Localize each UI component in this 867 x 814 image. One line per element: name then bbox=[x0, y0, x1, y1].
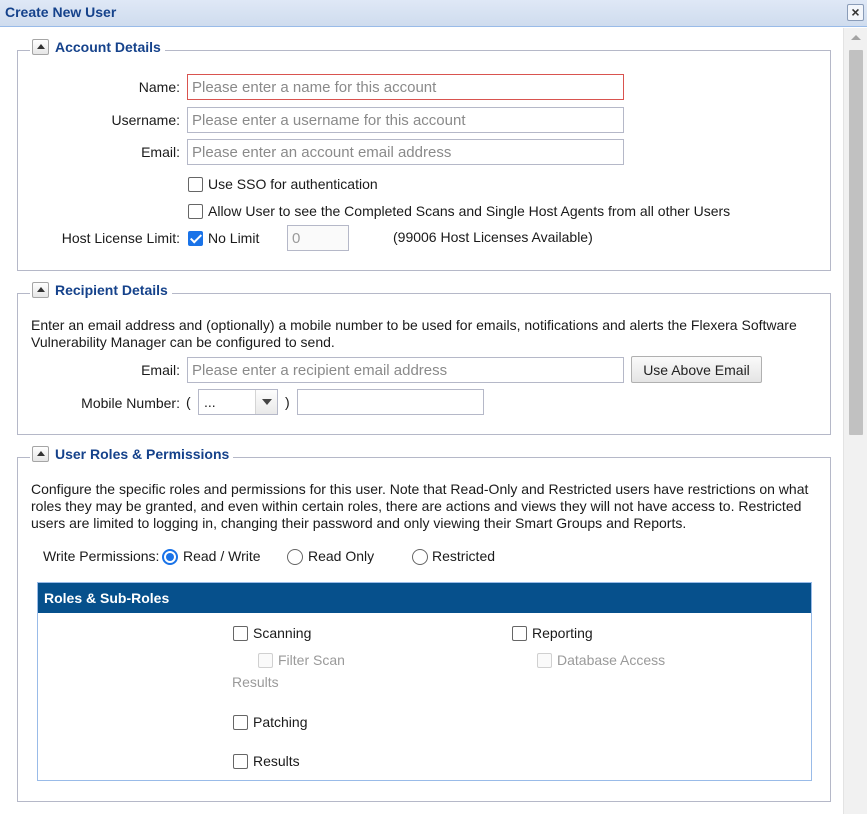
reporting-checkbox[interactable] bbox=[512, 626, 527, 641]
read-write-label: Read / Write bbox=[183, 548, 261, 564]
user-roles-title: User Roles & Permissions bbox=[55, 446, 230, 462]
sso-checkbox[interactable] bbox=[188, 177, 203, 192]
recipient-email-label: Email: bbox=[141, 362, 180, 378]
read-only-radio[interactable] bbox=[287, 549, 303, 565]
user-roles-legend bbox=[30, 446, 233, 462]
country-code-value: ... bbox=[204, 394, 216, 410]
recipient-details-title: Recipient Details bbox=[55, 282, 168, 298]
results-label: Results bbox=[253, 753, 300, 769]
country-code-select[interactable] bbox=[198, 389, 278, 415]
collapse-toggle-icon[interactable] bbox=[32, 39, 49, 55]
window-titlebar bbox=[0, 0, 867, 27]
open-paren: ( bbox=[186, 394, 191, 410]
mobile-number-input[interactable] bbox=[297, 389, 484, 415]
name-input[interactable] bbox=[187, 74, 624, 100]
email-input[interactable] bbox=[187, 139, 624, 165]
restricted-radio[interactable] bbox=[412, 549, 428, 565]
allow-view-checkbox[interactable] bbox=[188, 204, 203, 219]
vertical-scrollbar[interactable] bbox=[843, 28, 867, 814]
scroll-up-icon[interactable] bbox=[851, 35, 861, 40]
read-write-radio[interactable] bbox=[162, 549, 178, 565]
restricted-label: Restricted bbox=[432, 548, 496, 564]
host-licenses-available: (99006 Host Licenses Available) bbox=[393, 229, 593, 245]
scroll-thumb[interactable] bbox=[849, 50, 863, 435]
roles-panel bbox=[37, 582, 812, 781]
results-checkbox[interactable] bbox=[233, 754, 248, 769]
database-access-label: Database Access bbox=[557, 652, 666, 668]
host-limit-input[interactable] bbox=[287, 225, 349, 251]
close-icon[interactable]: × bbox=[847, 4, 864, 21]
roles-description: Configure the specific roles and permissions for this user. Note that Read-Only and Restricted users have restrictions on what roles they may be granted, and even within certain roles, there are actions and views they will not have access to. Restricted users are limited to logging in, changing their password and only viewing their Smart Groups and Reports. bbox=[31, 481, 809, 531]
dialog-body bbox=[0, 28, 843, 814]
chevron-down-icon[interactable] bbox=[255, 390, 277, 414]
scanning-label: Scanning bbox=[253, 625, 312, 641]
patching-checkbox[interactable] bbox=[233, 715, 248, 730]
write-permissions-label: Write Permissions: bbox=[43, 548, 160, 564]
username-input[interactable] bbox=[187, 107, 624, 133]
collapse-toggle-icon[interactable] bbox=[32, 282, 49, 298]
mobile-number-label: Mobile Number: bbox=[81, 395, 180, 411]
collapse-toggle-icon[interactable] bbox=[32, 446, 49, 462]
allow-view-label: Allow User to see the Completed Scans and Single Host Agents from all other Users bbox=[208, 203, 731, 219]
scanning-checkbox[interactable] bbox=[233, 626, 248, 641]
host-license-limit-label: Host License Limit: bbox=[61, 230, 180, 246]
roles-panel-header: Roles & Sub-Roles bbox=[38, 583, 811, 613]
recipient-description: Enter an email address and (optionally) a mobile number to be used for emails, notifications and alerts the Flexera Software Vulnerability Manager can be configured to send. bbox=[31, 317, 797, 350]
account-details-title: Account Details bbox=[55, 39, 161, 55]
sso-label: Use SSO for authentication bbox=[208, 176, 378, 192]
read-only-label: Read Only bbox=[308, 548, 375, 564]
filter-scan-checkbox[interactable] bbox=[258, 653, 273, 668]
patching-label: Patching bbox=[253, 714, 308, 730]
no-limit-label: No Limit bbox=[208, 230, 260, 246]
recipient-email-input[interactable] bbox=[187, 357, 624, 383]
reporting-label: Reporting bbox=[532, 625, 593, 641]
account-details-legend bbox=[30, 39, 165, 55]
recipient-details-legend bbox=[30, 282, 172, 298]
use-above-email-button[interactable]: Use Above Email bbox=[631, 356, 762, 383]
username-label: Username: bbox=[111, 112, 180, 128]
email-label: Email: bbox=[141, 144, 180, 160]
close-paren: ) bbox=[285, 394, 290, 410]
no-limit-checkbox[interactable] bbox=[188, 231, 203, 246]
filter-scan-label: Filter Scan bbox=[278, 652, 345, 668]
database-access-checkbox[interactable] bbox=[537, 653, 552, 668]
window-title: Create New User bbox=[5, 4, 117, 20]
filter-scan-results-label: Results bbox=[232, 674, 279, 690]
name-label: Name: bbox=[138, 79, 180, 95]
